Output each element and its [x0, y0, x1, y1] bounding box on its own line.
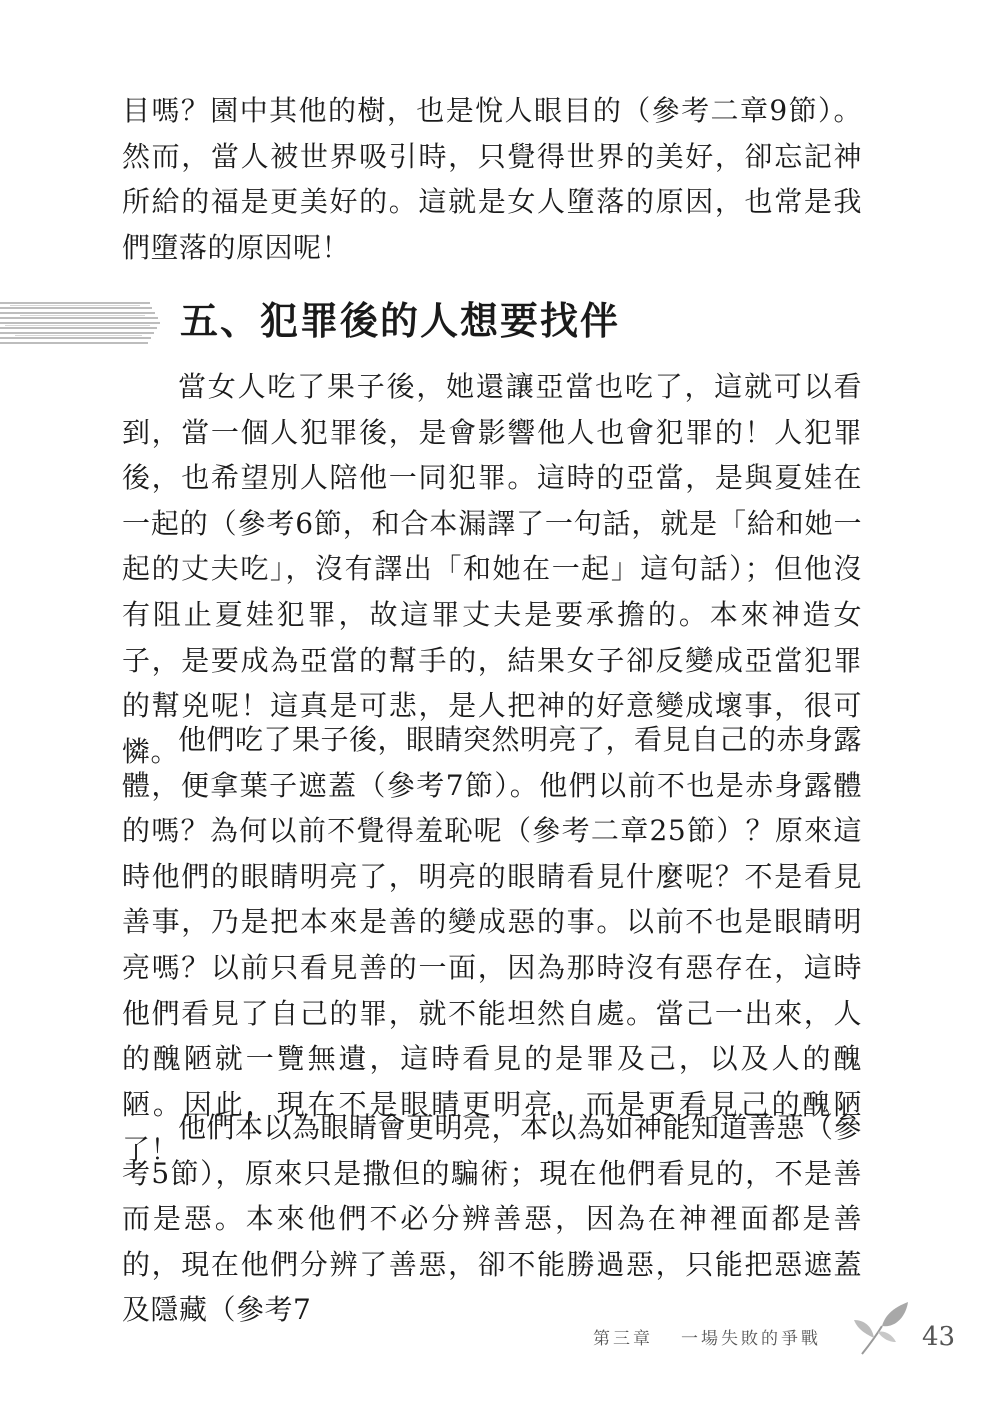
paragraph-2: 當女人吃了果子後，她還讓亞當也吃了，這就可以看到，當一個人犯罪後，是會影響他人也會犯罪的！人犯罪後，也希望別人陪他一同犯罪。這時的亞當，是與夏娃在一起的（參考6節，和合本漏譯了一句話，就是「給和她一起的丈夫吃」，沒有譯出「和她在一起」這句話）；但他沒有阻止夏娃犯罪，故這罪丈夫是要承擔的。本來神造女子，是要成為亞當的幫手的，結果女子卻反變成亞當犯罪的幫兇呢！這真是可悲，是人把神的好意變成壞事，很可憐。: [122, 370, 862, 768]
leaf-icon: [852, 1300, 910, 1360]
heading-decoration-lines: [0, 299, 165, 345]
footer-chapter: [593, 1324, 821, 1349]
paragraph-1: 目嗎？園中其他的樹，也是悅人眼目的（參考二章9節）。然而，當人被世界吸引時，只覺得世界的美好，卻忘記神所給的福是更美好的。這就是女人墮落的原因，也常是我們墮落的原因呢！: [122, 94, 862, 264]
paragraph-4: 他們本以為眼睛會更明亮，本以為如神能知道善惡（參考5節），原來只是撒但的騙術；現在他們看見的，不是善而是惡。本來他們不必分辨善惡，因為在神裡面都是善的，現在他們分辨了善惡，卻不能勝過惡，只能把惡遮蓋及隱藏（參考7: [122, 1111, 863, 1327]
footer-chapter-title: 一場失敗的爭戰: [681, 1329, 821, 1349]
page-number: 43: [922, 1322, 956, 1352]
paragraph-3: 他們吃了果子後，眼睛突然明亮了，看見自己的赤身露體，便拿葉子遮蓋（參考7節）。他們以前不也是赤身露體的嗎？為何以前不覺得羞恥呢（參考二章25節）？原來這時他們的眼睛明亮了，明亮的眼睛看見什麼呢？不是看見善事，乃是把本來是善的變成惡的事。以前不也是眼睛明亮嗎？以前只看見善的一面，因為那時沒有惡存在，這時他們看見了自己的罪，就不能坦然自處。當己一出來，人的醜陋就一覽無遺，這時看見的是罪及己，以及人的醜陋。因此，現在不是眼睛更明亮，而是更看見己的醜陋了！: [122, 723, 863, 1167]
footer-chapter-label: 第三章: [593, 1329, 653, 1349]
section-heading: 五、犯罪後的人想要找伴: [180, 299, 621, 343]
